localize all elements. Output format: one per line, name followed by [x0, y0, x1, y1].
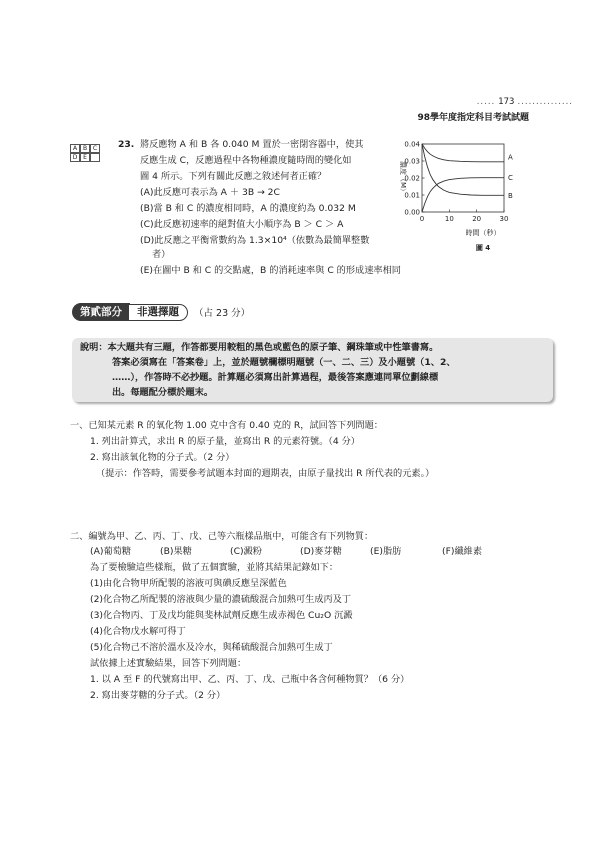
section-banner	[72, 302, 250, 322]
q2-item-1: 1. 以 A 至 F 的代號寫出甲、乙、丙、丁、戊、己瓶中各含何種物質？（6 分）	[90, 674, 410, 685]
instructions-line-2: 答案必須寫在「答案卷」上，並於題號欄標明題號（一、二、三）及小題號（1、2、	[112, 357, 456, 368]
q2-result-5: (5)化合物己不溶於溫水及冷水，與稀硫酸混合加熱可生成丁	[90, 642, 333, 653]
q2-intro: 二、編號為甲、乙、丙、丁、戊、己等六瓶樣品瓶中，可能含有下列物質：	[70, 531, 374, 542]
chart-x-tick-label: 0	[419, 215, 425, 223]
q2-substance-a: (A)葡萄糖	[90, 546, 132, 557]
chart-y-tick-label: 0.01	[404, 191, 420, 200]
q2-substance-c: (C)澱粉	[230, 546, 262, 557]
q1-item-2: 2. 寫出該氧化物的分子式。（2 分）	[90, 452, 235, 463]
instructions-box	[72, 338, 553, 402]
q2-setup: 為了要檢驗這些樣瓶，做了五個實驗，並將其結果記錄如下：	[90, 562, 339, 573]
chart-y-tick-label: 0.00	[404, 208, 420, 217]
chart-series-label-c: C	[508, 174, 513, 183]
chart-y-axis-label: 濃度（M）	[399, 160, 407, 196]
q23-option-a: (A)此反應可表示為 A ＋ 3B → 2C	[140, 187, 280, 198]
answer-box-e: E	[80, 153, 90, 162]
chart-series-label-a: A	[508, 153, 513, 162]
exam-title: 98學年度指定科目考試試題	[417, 113, 529, 123]
q23-stem-line-3: 圖 4 所示。下列有關此反應之敘述何者正確？	[140, 171, 327, 182]
chart-y-tick-label: 0.04	[404, 140, 420, 149]
section-part-label: 第貳部分	[72, 303, 130, 321]
concentration-time-chart	[396, 136, 536, 266]
answer-box-d: D	[70, 153, 80, 162]
answer-box-b: B	[80, 144, 90, 153]
q2-substance-f: (F)纖維素	[442, 546, 483, 557]
chart-series-label-b: B	[508, 191, 513, 200]
chart-series-line-c	[422, 178, 504, 212]
chart-y-tick-label: 0.03	[404, 157, 420, 166]
chart-x-tick-label: 10	[444, 215, 454, 223]
chart-x-tick-label: 30	[499, 215, 509, 223]
answer-choice-boxes	[70, 144, 100, 162]
q23-number: 23.	[118, 139, 135, 150]
answer-box-a: A	[70, 144, 80, 153]
q2-substance-e: (E)脂肪	[370, 546, 402, 557]
chart-series-line-b	[422, 144, 504, 195]
q1-intro: 一、已知某元素 R 的氧化物 1.00 克中含有 0.40 克的 R，試回答下列問題：	[70, 420, 383, 431]
answer-box-blank	[90, 153, 100, 162]
q2-result-1: (1)由化合物甲所配製的溶液可與碘反應呈深藍色	[90, 578, 287, 589]
q23-option-e: (E)在圖中 B 和 C 的交點處，B 的消耗速率與 C 的形成速率相同	[140, 265, 401, 276]
chart-y-tick-label: 0.02	[404, 174, 420, 183]
q23-option-b: (B)當 B 和 C 的濃度相同時，A 的濃度約為 0.032 M	[140, 203, 356, 214]
q2-substance-b: (B)果糖	[160, 546, 192, 557]
answer-box-c: C	[90, 144, 100, 153]
q23-option-c: (C)此反應初速率的絕對值大小順序為 B ＞ C ＞ A	[140, 219, 344, 230]
q1-item-1: 1. 列出計算式，求出 R 的原子量，並寫出 R 的元素符號。（4 分）	[90, 436, 360, 447]
section-type-label: 非選擇題	[128, 304, 188, 321]
instructions-line-4: 出。每題配分標於題末。	[112, 387, 214, 398]
q23-stem-line-2: 反應生成 C，反應過程中各物種濃度隨時間的變化如	[140, 155, 352, 166]
page-number: ..... 173 .....	[477, 97, 573, 107]
q23-option-d: (D)此反應之平衡常數約為 1.3×10⁴（依數為最簡單整數	[140, 235, 370, 246]
chart-caption: 圖 4	[475, 244, 491, 252]
q1-hint: （提示：作答時，需要參考試題本封面的週期表，由原子量找出 R 所代表的元素。）	[96, 468, 435, 479]
q2-substance-d: (D)麥芽糖	[300, 546, 342, 557]
q2-result-4: (4)化合物戊水解可得丁	[90, 626, 186, 637]
q23-option-d-continued: 者）	[152, 249, 171, 260]
instructions-line-1: 說明：本大題共有三題，作答都要用較粗的黑色或藍色的原子筆、鋼珠筆或中性筆書寫。	[80, 342, 439, 353]
q2-substance-list	[90, 545, 530, 559]
section-score: （占 23 分）	[194, 308, 251, 319]
q2-result-2: (2)化合物乙所配製的溶液與少量的濃硫酸混合加熱可生成丙及丁	[90, 594, 352, 605]
chart-x-tick-label: 20	[472, 215, 482, 223]
q2-ask: 試依據上述實驗結果，回答下列問題：	[90, 658, 247, 669]
chart-series-line-a	[422, 144, 504, 162]
q2-item-2: 2. 寫出麥芽糖的分子式。（2 分）	[90, 690, 226, 701]
q2-result-3: (3)化合物丙、丁及戊均能與斐林試劑反應生成赤褐色 Cu₂O 沉澱	[90, 610, 353, 621]
chart-x-axis-label: 時間（秒）	[465, 229, 501, 237]
instructions-line-3: ……），作答時不必抄題。計算題必須寫出計算過程，最後答案應連同單位劃線標	[112, 372, 439, 383]
q23-stem-line-1: 將反應物 A 和 B 各 0.040 M 置於一密閉容器中，使其	[140, 139, 364, 150]
